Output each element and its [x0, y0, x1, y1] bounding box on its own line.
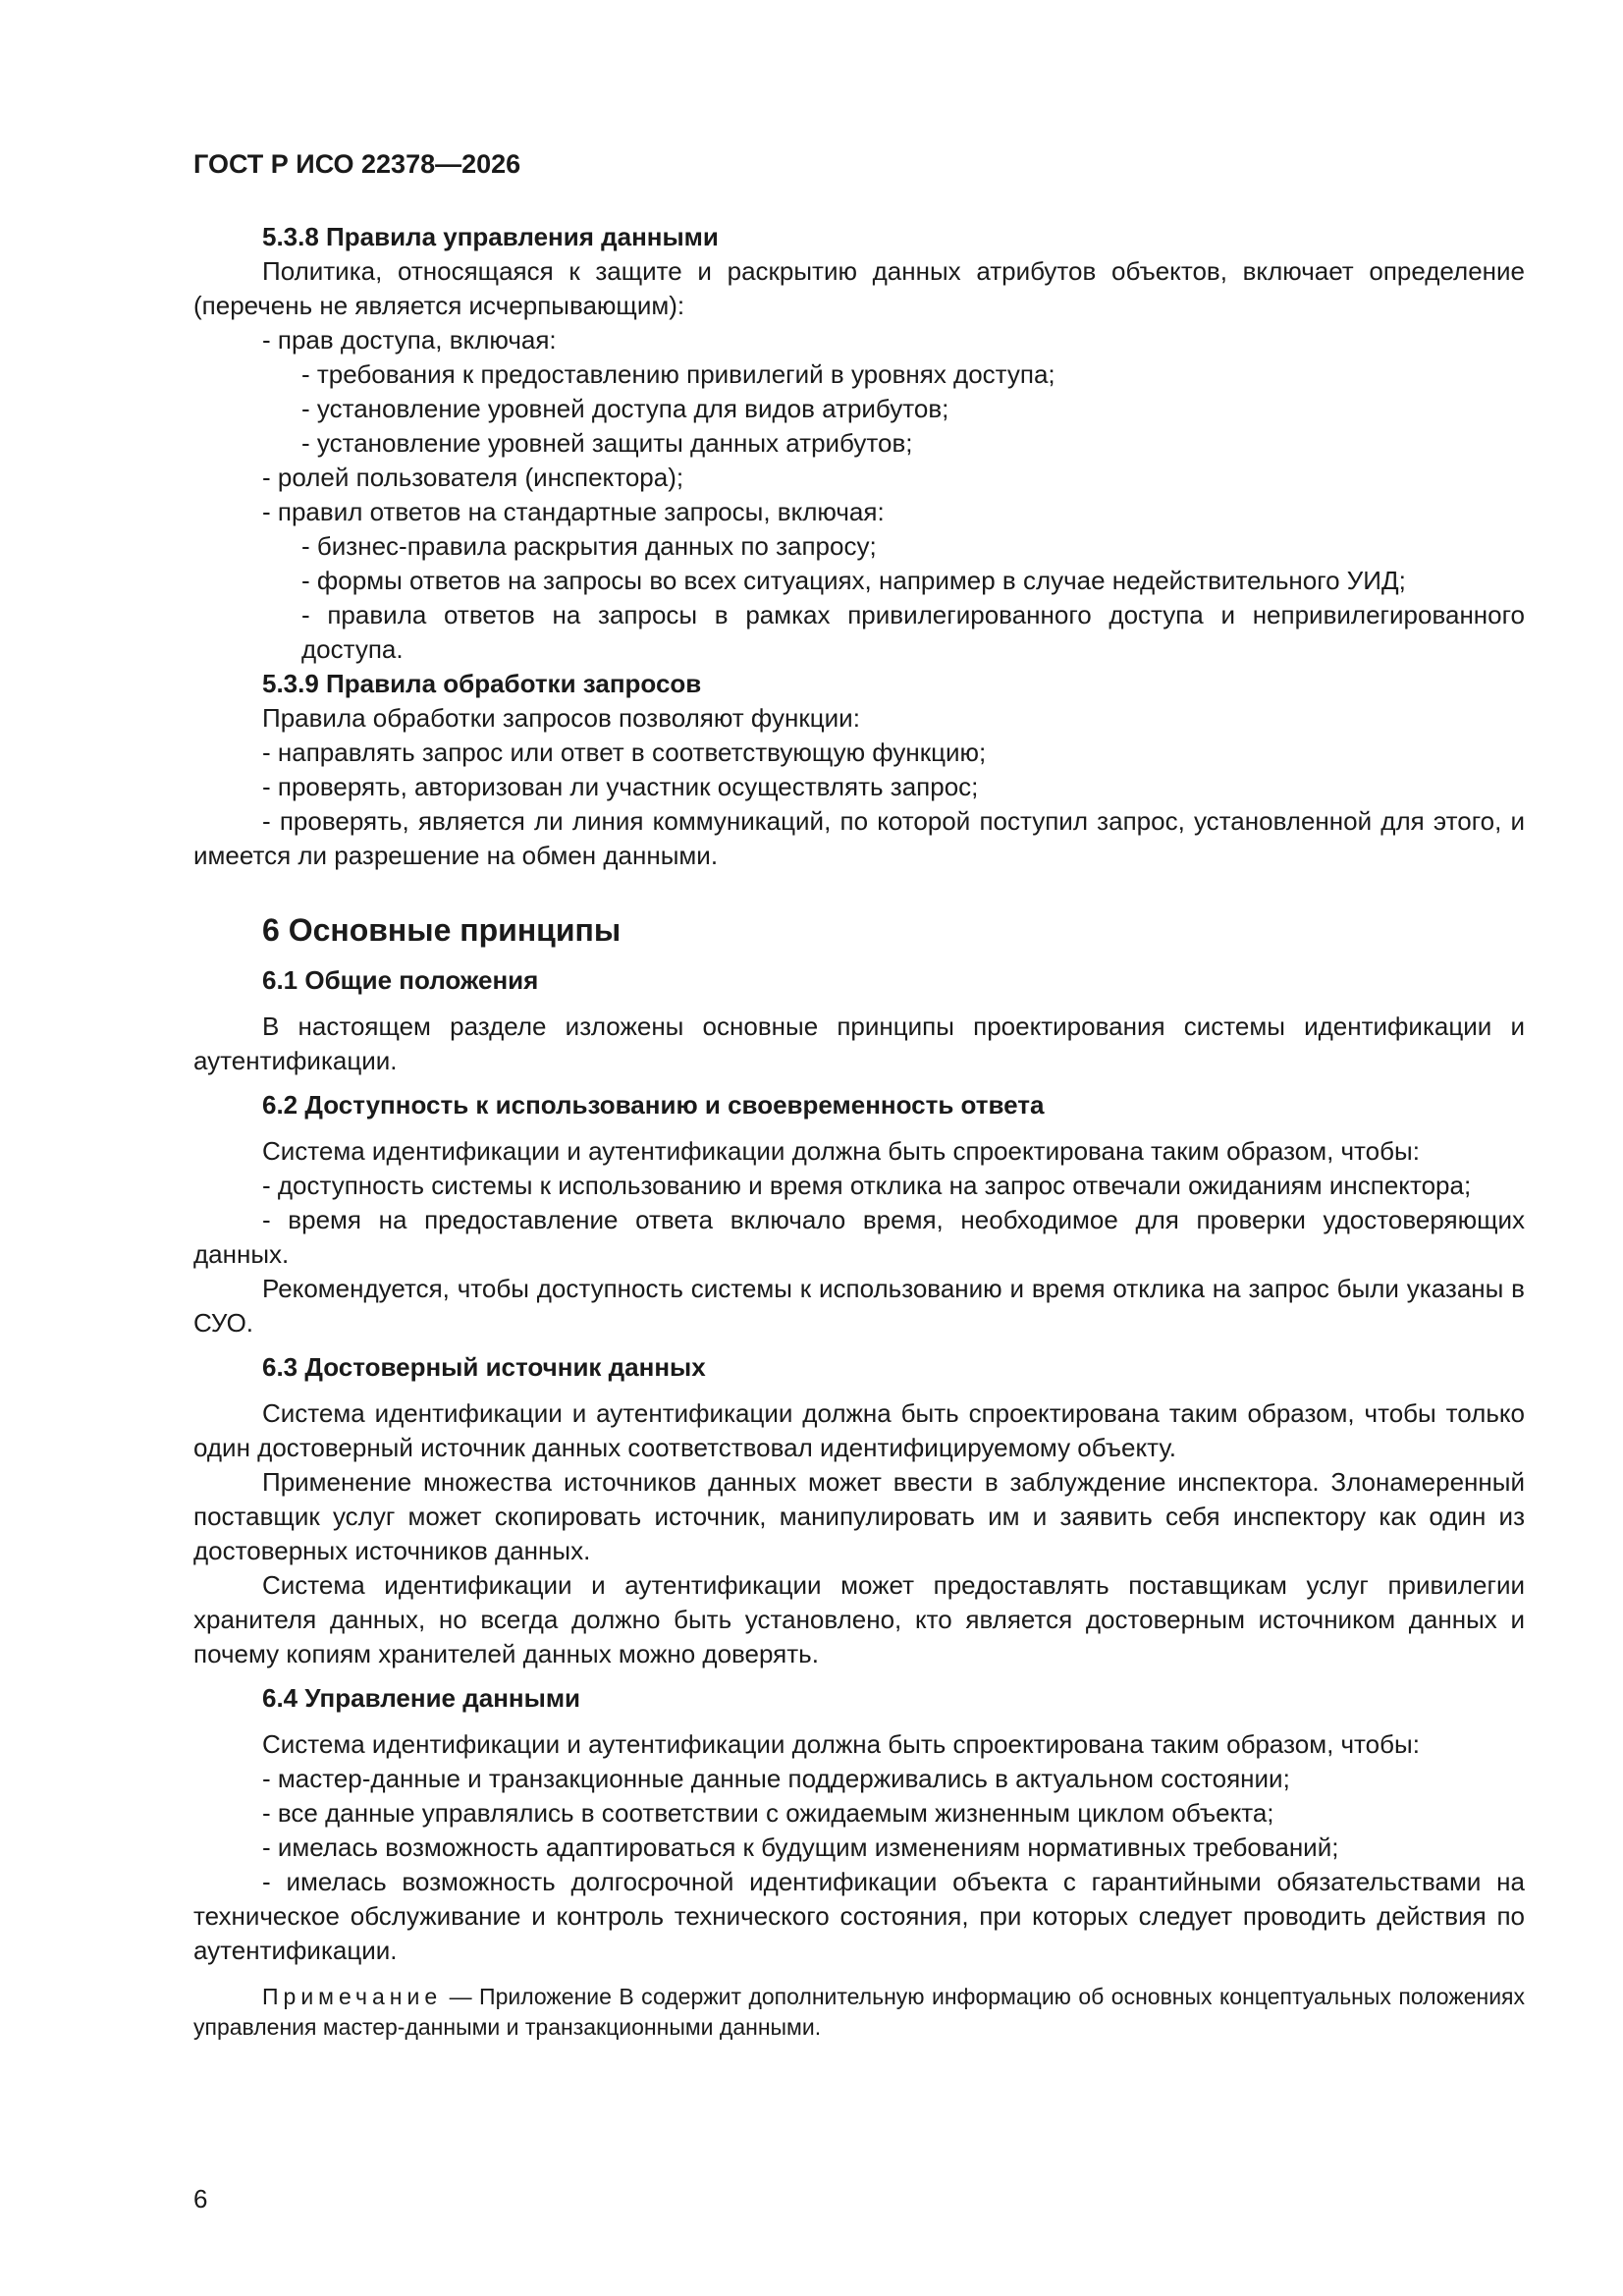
subsection-title-6-1: 6.1 Общие положения: [262, 965, 539, 995]
subsection-title-5-3-8: 5.3.8 Правила управления данными: [262, 222, 719, 251]
paragraph: Система идентификации и аутентификации должна быть спроектирована таким образом, чтобы:: [262, 1136, 1420, 1166]
list-item: - имелась возможность долгосрочной идентификации объекта с гарантийными обязательствами на техническое обслуживание и контроль технического состояния, при которых следует проводить действия по аутентификации.: [193, 1867, 1525, 1965]
list-item: - доступность системы к использованию и время отклика на запрос отвечали ожиданиям инспектора;: [262, 1171, 1472, 1200]
list-item: - все данные управлялись в соответствии с ожидаемым жизненным циклом объекта;: [262, 1798, 1274, 1828]
note-text: — Приложение В содержит дополнительную информацию об основных концептуальных положениях управления мастер-данными и транзакционными данными.: [193, 1984, 1525, 2040]
list-item: - проверять, является ли линия коммуникаций, по которой поступил запрос, установленной для этого, и имеется ли разрешение на обмен данными.: [193, 806, 1525, 870]
subsection-title-6-2: 6.2 Доступность к использованию и своевременность ответа: [262, 1090, 1045, 1120]
list-item: - ролей пользователя (инспектора);: [262, 463, 684, 492]
list-item: - правила ответов на запросы в рамках привилегированного доступа и непривилегированного доступа.: [301, 600, 1525, 664]
list-item: - время на предоставление ответа включало время, необходимое для проверки удостоверяющих данных.: [193, 1205, 1525, 1269]
list-item: - требования к предоставлению привилегий в уровнях доступа;: [301, 359, 1055, 389]
paragraph: Рекомендуется, чтобы доступность системы к использованию и время отклика на запрос были указаны в СУО.: [193, 1274, 1525, 1338]
section-title-6: 6 Основные принципы: [262, 912, 622, 948]
subsection-title-6-4: 6.4 Управление данными: [262, 1683, 581, 1713]
list-item: - прав доступа, включая:: [262, 325, 557, 355]
paragraph: Политика, относящаяся к защите и раскрытию данных атрибутов объектов, включает определение (перечень не является исчерпывающим):: [193, 256, 1525, 320]
paragraph: Система идентификации и аутентификации может предоставлять поставщикам услуг привилегии хранителя данных, но всегда должно быть установлено, кто является достоверным источником данных и почему копиям хранителей данных можно доверять.: [193, 1570, 1525, 1668]
subsection-title-6-3: 6.3 Достоверный источник данных: [262, 1352, 706, 1382]
paragraph: Правила обработки запросов позволяют функции:: [262, 703, 860, 733]
paragraph: В настоящем разделе изложены основные принципы проектирования системы идентификации и аутентификации.: [193, 1011, 1525, 1075]
paragraph: Система идентификации и аутентификации должна быть спроектирована таким образом, чтобы только один достоверный источник данных соответствовал идентифицируемому объекту.: [193, 1398, 1525, 1462]
page-number: 6: [193, 2184, 208, 2214]
paragraph: Применение множества источников данных может ввести в заблуждение инспектора. Злонамеренный поставщик услуг может скопировать источник, манипулировать им и заявить себя инспектору как один из достоверных источников данных.: [193, 1467, 1525, 1565]
list-item: - установление уровней защиты данных атрибутов;: [301, 428, 913, 458]
list-item: - правил ответов на стандартные запросы, включая:: [262, 497, 885, 526]
document-header: ГОСТ Р ИСО 22378—2026: [193, 149, 521, 179]
list-item: - имелась возможность адаптироваться к будущим изменениям нормативных требований;: [262, 1832, 1339, 1862]
subsection-title-5-3-9: 5.3.9 Правила обработки запросов: [262, 669, 702, 698]
note-label: Примечание: [262, 1984, 443, 2009]
note: [193, 1982, 1525, 2043]
list-item: - направлять запрос или ответ в соответствующую функцию;: [262, 738, 987, 767]
paragraph: Система идентификации и аутентификации должна быть спроектирована таким образом, чтобы:: [262, 1729, 1420, 1759]
list-item: - проверять, авторизован ли участник осуществлять запрос;: [262, 772, 979, 801]
list-item: - бизнес-правила раскрытия данных по запросу;: [301, 531, 877, 561]
list-item: - установление уровней доступа для видов атрибутов;: [301, 394, 949, 423]
list-item: - формы ответов на запросы во всех ситуациях, например в случае недействительного УИД;: [301, 566, 1406, 595]
page-content: [193, 220, 1525, 2043]
list-item: - мастер-данные и транзакционные данные поддерживались в актуальном состоянии;: [262, 1764, 1290, 1793]
